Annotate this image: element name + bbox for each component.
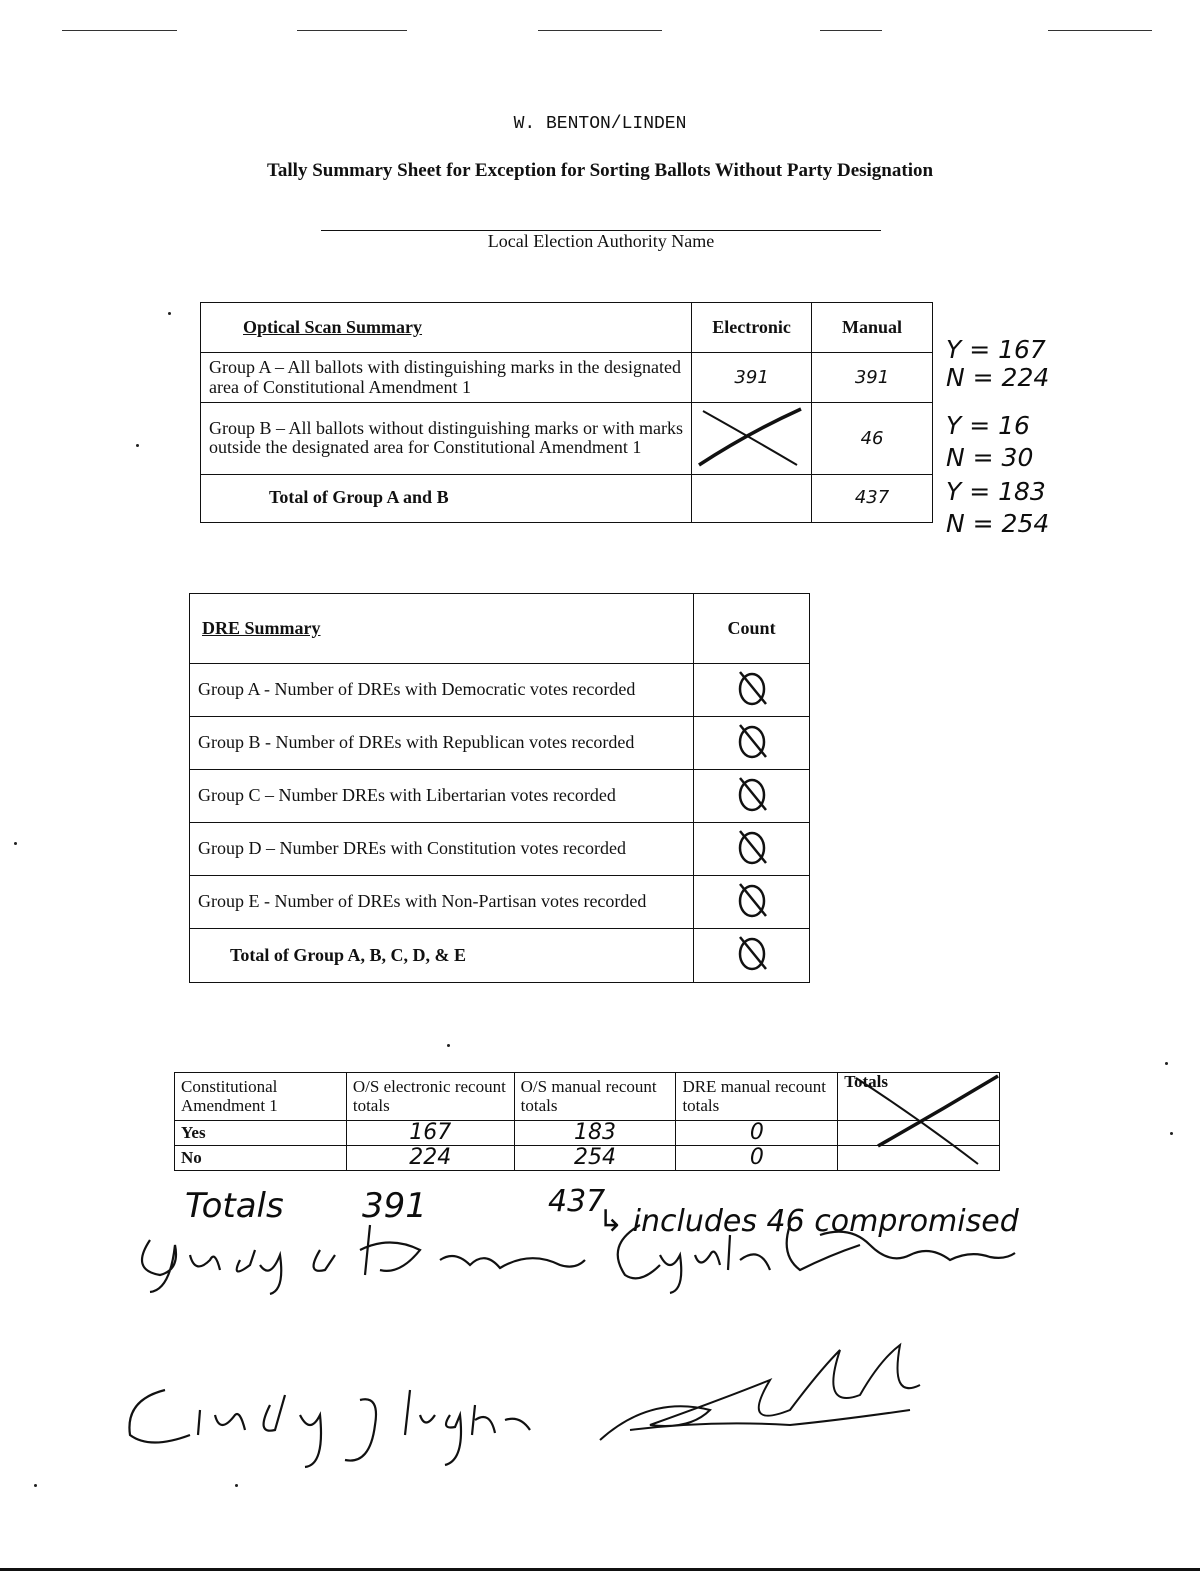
authority-name-label: Local Election Authority Name (487, 231, 715, 251)
zero-slash-icon (734, 776, 770, 812)
handwritten-totals-label: Totals (185, 1186, 284, 1226)
scan-speck (168, 312, 171, 315)
count-cell (694, 664, 810, 717)
margin-yes: Y = 16 (946, 411, 1030, 440)
scan-speck (235, 1484, 238, 1487)
row-label: Group C – Number DREs with Libertarian votes recorded (190, 770, 694, 823)
scan-border (0, 1568, 1200, 1571)
scan-speck (1170, 1132, 1173, 1135)
table-header-row (201, 303, 933, 353)
dre-summary-table (189, 593, 810, 983)
cross-out-mark (692, 403, 812, 475)
margin-note-group-a (946, 336, 1049, 392)
col-totals-label: Totals (844, 1072, 888, 1091)
yes-electronic: 167 (346, 1121, 514, 1146)
row-label: Group A – All ballots with distinguishing marks in the designated area of Constitutional Amendment 1 (201, 353, 692, 403)
ward-name: W. BENTON/LINDEN (513, 114, 687, 134)
margin-yes: Y = 167 (946, 335, 1046, 364)
table-row (190, 717, 810, 770)
row-label: Total of Group A and B (201, 474, 692, 522)
scan-artifact (820, 30, 882, 31)
col-os-manual: O/S manual recount totals (514, 1073, 676, 1121)
zero-slash-icon (734, 935, 770, 971)
margin-note-group-b (946, 410, 1033, 474)
no-manual: 254 (514, 1146, 676, 1171)
scan-artifact (1048, 30, 1152, 31)
group-a-manual: 391 (812, 353, 933, 403)
margin-yes: Y = 183 (946, 477, 1046, 506)
optical-scan-table (200, 302, 933, 523)
dre-heading: DRE Summary (202, 617, 321, 638)
col-electronic: Electronic (692, 303, 812, 353)
table-row (190, 929, 810, 983)
zero-slash-icon (734, 723, 770, 759)
col-os-electronic: O/S electronic recount totals (346, 1073, 514, 1121)
optical-scan-heading: Optical Scan Summary (243, 316, 423, 337)
table-header-row (190, 594, 810, 664)
count-cell (694, 929, 810, 983)
row-label: Group D – Number DREs with Constitution votes recorded (190, 823, 694, 876)
total-electronic (692, 474, 812, 522)
margin-no: N = 30 (946, 443, 1034, 472)
totals-cross-out-icon (838, 1072, 1004, 1172)
margin-no: N = 254 (946, 509, 1050, 538)
zero-slash-icon (734, 670, 770, 706)
table-row (201, 403, 933, 475)
col-dre-manual: DRE manual recount totals (676, 1073, 838, 1121)
row-label: Group B - Number of DREs with Republican votes recorded (190, 717, 694, 770)
table-row (190, 823, 810, 876)
scan-artifact (62, 30, 177, 31)
scan-speck (447, 1044, 450, 1047)
no-dre: 0 (676, 1146, 838, 1171)
count-cell (694, 823, 810, 876)
no-electronic: 224 (346, 1146, 514, 1171)
table-row (201, 474, 933, 522)
row-label: Group A - Number of DREs with Democratic votes recorded (190, 664, 694, 717)
handwritten-total-electronic: 391 (362, 1186, 427, 1226)
scan-speck (1165, 1062, 1168, 1065)
count-cell (694, 770, 810, 823)
scan-speck (136, 444, 139, 447)
col-count: Count (694, 594, 810, 664)
zero-slash-icon (734, 882, 770, 918)
table-row (190, 770, 810, 823)
scan-artifact (297, 30, 407, 31)
yes-dre: 0 (676, 1121, 838, 1146)
row-label: Group E - Number of DREs with Non-Partisan votes recorded (190, 876, 694, 929)
scan-speck (34, 1484, 37, 1487)
signature-cynthia (600, 1215, 1020, 1295)
table-row (190, 876, 810, 929)
scan-artifact (538, 30, 662, 31)
row-label: Total of Group A, B, C, D, & E (190, 929, 694, 983)
row-label: Group B – All ballots without distinguishing marks or with marks outside the designated area for Constitutional Amendment 1 (201, 403, 692, 475)
zero-slash-icon (734, 829, 770, 865)
cross-out-icon (693, 403, 811, 469)
row-label: No (175, 1146, 347, 1171)
group-a-electronic: 391 (692, 353, 812, 403)
handwritten-note: ↳ includes 46 compromised (598, 1204, 1019, 1239)
count-cell (694, 876, 810, 929)
table-row (201, 353, 933, 403)
signature-cindy (120, 1375, 540, 1470)
row-label: Yes (175, 1121, 347, 1146)
handwritten-total-manual: 437 (548, 1184, 606, 1219)
total-manual: 437 (812, 474, 933, 522)
sheet-title: Tally Summary Sheet for Exception for Sorting Ballots Without Party Designation (266, 160, 934, 181)
count-cell (694, 717, 810, 770)
group-b-manual: 46 (812, 403, 933, 475)
signature-scribble (590, 1340, 930, 1455)
margin-note-total (946, 476, 1049, 540)
scan-speck (14, 842, 17, 845)
signature-judy (120, 1220, 590, 1295)
yes-manual: 183 (514, 1121, 676, 1146)
table-row (190, 664, 810, 717)
col-manual: Manual (812, 303, 933, 353)
col-amendment: Constitutional Amendment 1 (175, 1073, 347, 1121)
margin-no: N = 224 (946, 363, 1050, 392)
